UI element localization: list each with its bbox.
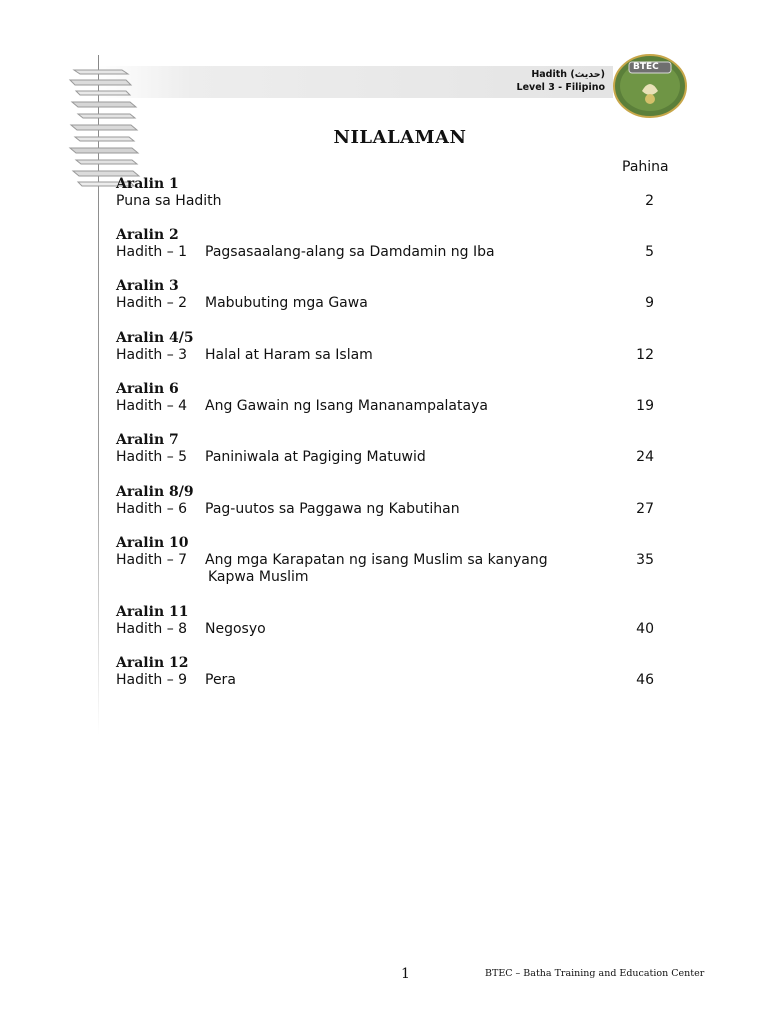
hadith-number: Hadith – 4: [116, 398, 188, 414]
page-title: NILALAMAN: [333, 127, 467, 148]
page-number: 9: [645, 295, 654, 311]
page-number: 19: [636, 398, 654, 414]
page-number: 35: [636, 552, 654, 568]
lesson-topic-continuation: Kapwa Muslim: [208, 569, 309, 585]
header-level: Level 3 - Filipino: [516, 82, 605, 93]
header-text: [517, 68, 605, 94]
toc-entry: [116, 381, 676, 415]
lesson-heading: Aralin 4/5: [116, 330, 194, 346]
page-number: 46: [636, 672, 654, 688]
lesson-heading: Aralin 8/9: [116, 484, 194, 500]
page-number: 27: [636, 501, 654, 517]
footer-organization: BTEC – Batha Training and Education Center: [485, 968, 705, 979]
lesson-heading: Aralin 12: [116, 655, 189, 671]
page-number: 12: [636, 347, 654, 363]
toc-entry: [116, 432, 676, 466]
footer-page-number: 1: [401, 966, 410, 982]
page-number: 40: [636, 621, 654, 637]
lesson-topic: Halal at Haram sa Islam: [205, 347, 373, 363]
page-column-label: Pahina: [622, 159, 669, 175]
hadith-number: Hadith – 7: [116, 552, 188, 568]
toc-entry: [116, 176, 676, 210]
lesson-heading: Aralin 1: [116, 176, 179, 192]
toc-entry: [116, 278, 676, 312]
lesson-heading: Aralin 6: [116, 381, 179, 397]
hadith-number: Hadith – 8: [116, 621, 188, 637]
lesson-heading: Aralin 11: [116, 604, 189, 620]
page-number: 2: [645, 193, 654, 209]
lesson-heading: Aralin 3: [116, 278, 179, 294]
lesson-heading: Aralin 7: [116, 432, 179, 448]
lesson-topic: Puna sa Hadith: [116, 193, 222, 209]
header-subject: Hadith (حديث): [531, 69, 605, 80]
lesson-heading: Aralin 2: [116, 227, 179, 243]
toc-entry: [116, 227, 676, 261]
hadith-number: Hadith – 1: [116, 244, 188, 260]
page-number: 24: [636, 449, 654, 465]
lesson-topic: Ang Gawain ng Isang Mananampalataya: [205, 398, 488, 414]
book-stack-icon: [66, 58, 156, 193]
hadith-number: Hadith – 2: [116, 295, 188, 311]
toc-entry: [116, 655, 676, 689]
toc-entry: [116, 535, 676, 586]
toc-entry: [116, 484, 676, 518]
hadith-number: Hadith – 5: [116, 449, 188, 465]
hadith-number: Hadith – 3: [116, 347, 188, 363]
page-number: 5: [645, 244, 654, 260]
logo-label: BTEC: [633, 62, 659, 72]
lesson-topic: Pag-uutos sa Paggawa ng Kabutihan: [205, 501, 460, 517]
hadith-number: Hadith – 9: [116, 672, 188, 688]
lesson-topic: Ang mga Karapatan ng isang Muslim sa kanyang: [205, 552, 548, 568]
lesson-topic: Negosyo: [205, 621, 266, 637]
hadith-number: Hadith – 6: [116, 501, 188, 517]
toc-entry: [116, 330, 676, 364]
toc-entry: [116, 604, 676, 638]
lesson-topic: Mabubuting mga Gawa: [205, 295, 368, 311]
lesson-heading: Aralin 10: [116, 535, 189, 551]
lesson-topic: Pagsasaalang-alang sa Damdamin ng Iba: [205, 244, 495, 260]
lesson-topic: Pera: [205, 672, 236, 688]
lesson-topic: Paniniwala at Pagiging Matuwid: [205, 449, 426, 465]
